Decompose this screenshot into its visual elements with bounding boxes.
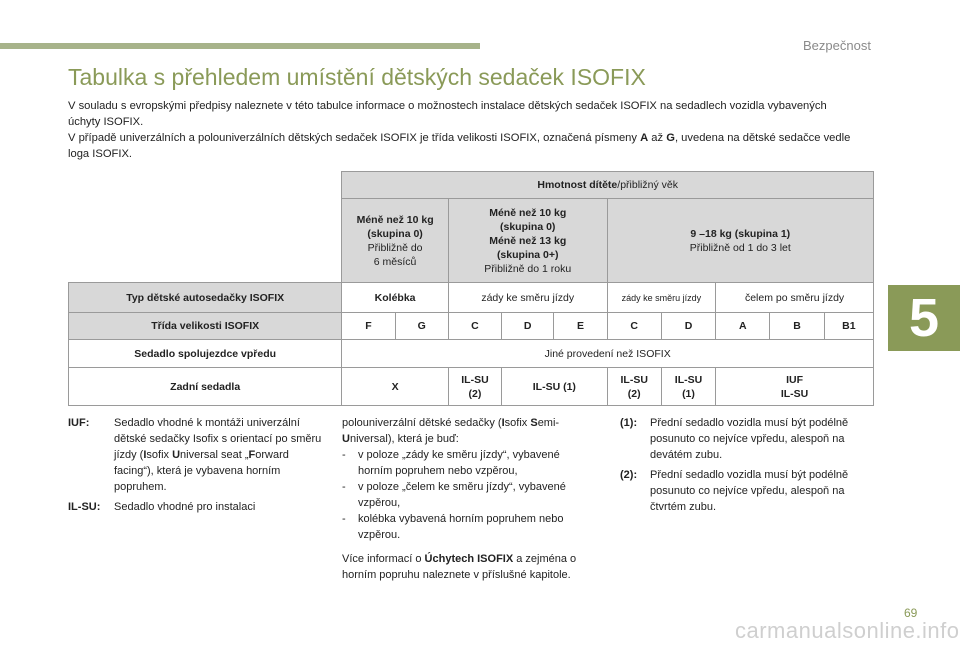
rear-seat-row [69,368,874,406]
rear-forward: IUF IL-SU [716,368,874,406]
rear-seat-label: Zadní sedadla [69,368,342,406]
group-0: Méně než 10 kg (skupina 0) Přibližně do 6 měsíců [342,199,449,283]
legend-ilsu: IL-SU: Sedadlo vhodné pro instalaci [68,501,256,513]
legend-right [620,415,870,519]
type-label: Typ dětské autosedačky ISOFIX [69,283,342,313]
front-seat-value: Jiné provedení než ISOFIX [342,340,874,368]
section-title: Bezpečnost [803,38,871,53]
class-cell: C [607,313,661,340]
class-cell: E [554,313,607,340]
front-seat-row [69,340,874,368]
group-row [69,199,874,283]
isofix-table [68,171,874,406]
weight-header-row [69,172,874,199]
class-cell: C [448,313,501,340]
weight-header: Hmotnost dítěte/přibližný věk [342,172,874,199]
class-label: Třída velikosti ISOFIX [69,313,342,340]
type-rear-facing-2: zády ke směru jízdy [607,283,716,313]
class-cell: B [770,313,824,340]
class-cell: B1 [824,313,873,340]
class-cell: F [342,313,395,340]
legend-iuf: IUF: Sedadlo vhodné k montáži univerzální dětské sedačky Isofix s orientací po směru jízdy (Isofix Universal seat „Forward facing“), která je vybavena horním popruhem. [68,417,322,493]
intro-paragraph-2: V případě univerzálních a polouniverzálních dětských sedaček ISOFIX je třída velikosti ISOFIX, označená písmeny A až G, uvedena na dětské sedačce vedle loga ISOFIX. [68,132,851,160]
rear-c: IL-SU (2) [448,368,501,406]
class-row [69,313,874,340]
ilsu-continuation: polouniverzální dětské sedačky (Isofix Semi-Universal), která je buď: [342,417,560,445]
class-cell: A [716,313,770,340]
legend-middle [342,415,594,583]
front-seat-label: Sedadlo spolujezdce vpředu [69,340,342,368]
rear-cot: X [342,368,449,406]
more-info: Více informací o Úchytech ISOFIX a zejména o horním popruhu naleznete v příslušné kapitole. [342,553,577,581]
list-item: - v poloze „čelem ke směru jízdy“, vybavené vzpěrou, [342,481,566,509]
chapter-tab: 5 [888,285,960,351]
note-2: (2): Přední sedadlo vozidla musí být podélně posunuto co nejvíce vpředu, alespoň na čtvrtém zubu. [620,469,849,513]
intro-text [68,98,858,162]
class-cell: G [395,313,448,340]
legend-left [68,415,326,519]
rear-d2: IL-SU (1) [661,368,715,406]
rear-de: IL-SU (1) [502,368,608,406]
intro-paragraph-1: V souladu s evropskými předpisy naleznete v této tabulce informace o možnostech instalace dětských sedaček ISOFIX na sedadlech vozidla vybavených úchyty ISOFIX. [68,100,827,128]
note-1: (1): Přední sedadlo vozidla musí být podélně posunuto co nejvíce vpředu, alespoň na devátém zubu. [620,417,849,461]
page-title: Tabulka s přehledem umístění dětských sedaček ISOFIX [68,64,646,90]
header-bar [0,43,480,49]
type-rear-facing-1: zády ke směru jízdy [448,283,607,313]
class-cell: D [661,313,715,340]
type-forward-facing: čelem po směru jízdy [716,283,874,313]
type-row [69,283,874,313]
type-cot: Kolébka [342,283,449,313]
list-item: - v poloze „zády ke směru jízdy“, vybavené horním popruhem nebo vzpěrou, [342,449,560,477]
group-0-plus: Méně než 10 kg (skupina 0) Méně než 13 kg (skupina 0+) Přibližně do 1 roku [448,199,607,283]
watermark: carmanualsonline.info [735,618,960,643]
group-1: 9 –18 kg (skupina 1) Přibližně od 1 do 3 let [607,199,873,283]
page-number: 69 [904,606,918,620]
rear-c2: IL-SU (2) [607,368,661,406]
class-cell: D [502,313,554,340]
list-item: - kolébka vybavená horním popruhem nebo vzpěrou. [342,513,564,541]
ilsu-options [342,447,594,543]
